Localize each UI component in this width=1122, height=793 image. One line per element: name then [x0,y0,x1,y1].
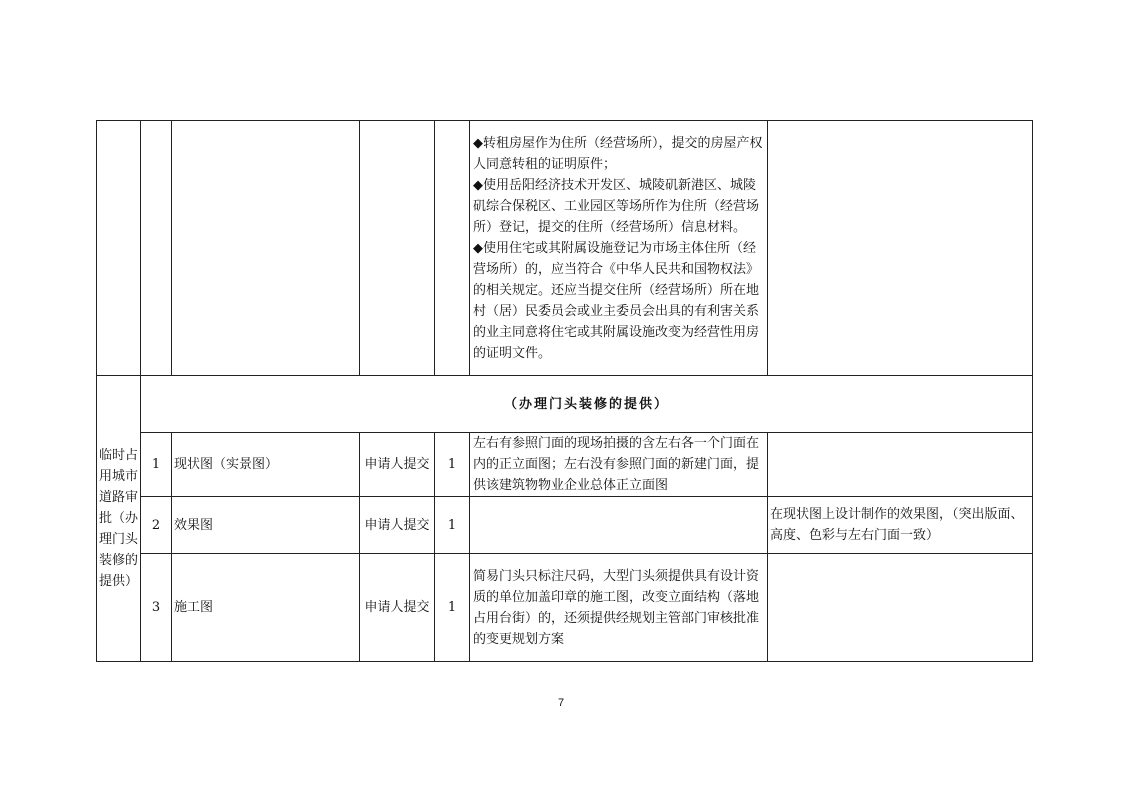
copy-count: 1 [435,433,470,497]
section-title: （办理门头装修的提供） [141,376,1033,433]
group-cell-empty [97,121,141,376]
copy-count: 1 [435,497,470,554]
material-cell-empty [172,121,360,376]
row-index: 3 [141,554,172,662]
requirement-cell: 简易门头只标注尺码，大型门头须提供具有设计资质的单位加盖印章的施工图，改变立面结构（落地占用台街）的，还须提供经规划主管部门审核批准的变更规划方案 [470,554,768,662]
requirement-item: ◆使用住宅或其附属设施登记为市场主体住所（经营场所）的，应当符合《中华人民共和国物权法》的相关规定。还应当提交住所（经营场所）所在地村（居）民委员会或业主委员会出具的有利害关系的业主同意将住宅或其附属设施改变为经营性用房的证明文件。 [473,240,760,361]
requirement-cell [470,497,768,554]
source-cell-empty [360,121,435,376]
table-row [97,497,1033,554]
table-row [97,433,1033,497]
table-row [97,554,1033,662]
material-name: 效果图 [172,497,360,554]
note-cell-empty [768,121,1033,376]
table-row-section [97,376,1033,433]
materials-table [96,120,1033,662]
source: 申请人提交 [360,554,435,662]
page-number: 7 [557,697,565,709]
requirement-cell [470,121,768,376]
source: 申请人提交 [360,497,435,554]
row-index: 2 [141,497,172,554]
table-row-continued [97,121,1033,376]
material-name: 现状图（实景图） [172,433,360,497]
requirement-cell: 左右有参照门面的现场拍摄的含左右各一个门面在内的正立面图；左右没有参照门面的新建门面，提供该建筑物物业企业总体正立面图 [470,433,768,497]
source: 申请人提交 [360,433,435,497]
note-cell [768,433,1033,497]
count-cell-empty [435,121,470,376]
copy-count: 1 [435,554,470,662]
material-name: 施工图 [172,554,360,662]
row-index: 1 [141,433,172,497]
note-cell [768,554,1033,662]
requirement-item: ◆转租房屋作为住所（经营场所），提交的房屋产权人同意转租的证明原件； [473,135,763,172]
note-cell: 在现状图上设计制作的效果图，（突出版面、高度、色彩与左右门面一致） [768,497,1033,554]
requirement-item: ◆使用岳阳经济技术开发区、城陵矶新港区、城陵矶综合保税区、工业园区等场所作为住所（经营场所）登记，提交的住所（经营场所）信息材料。 [473,177,760,235]
index-cell-empty [141,121,172,376]
group-name-cell: 临时占用城市道路审批（办理门头装修的提供） [97,376,141,662]
